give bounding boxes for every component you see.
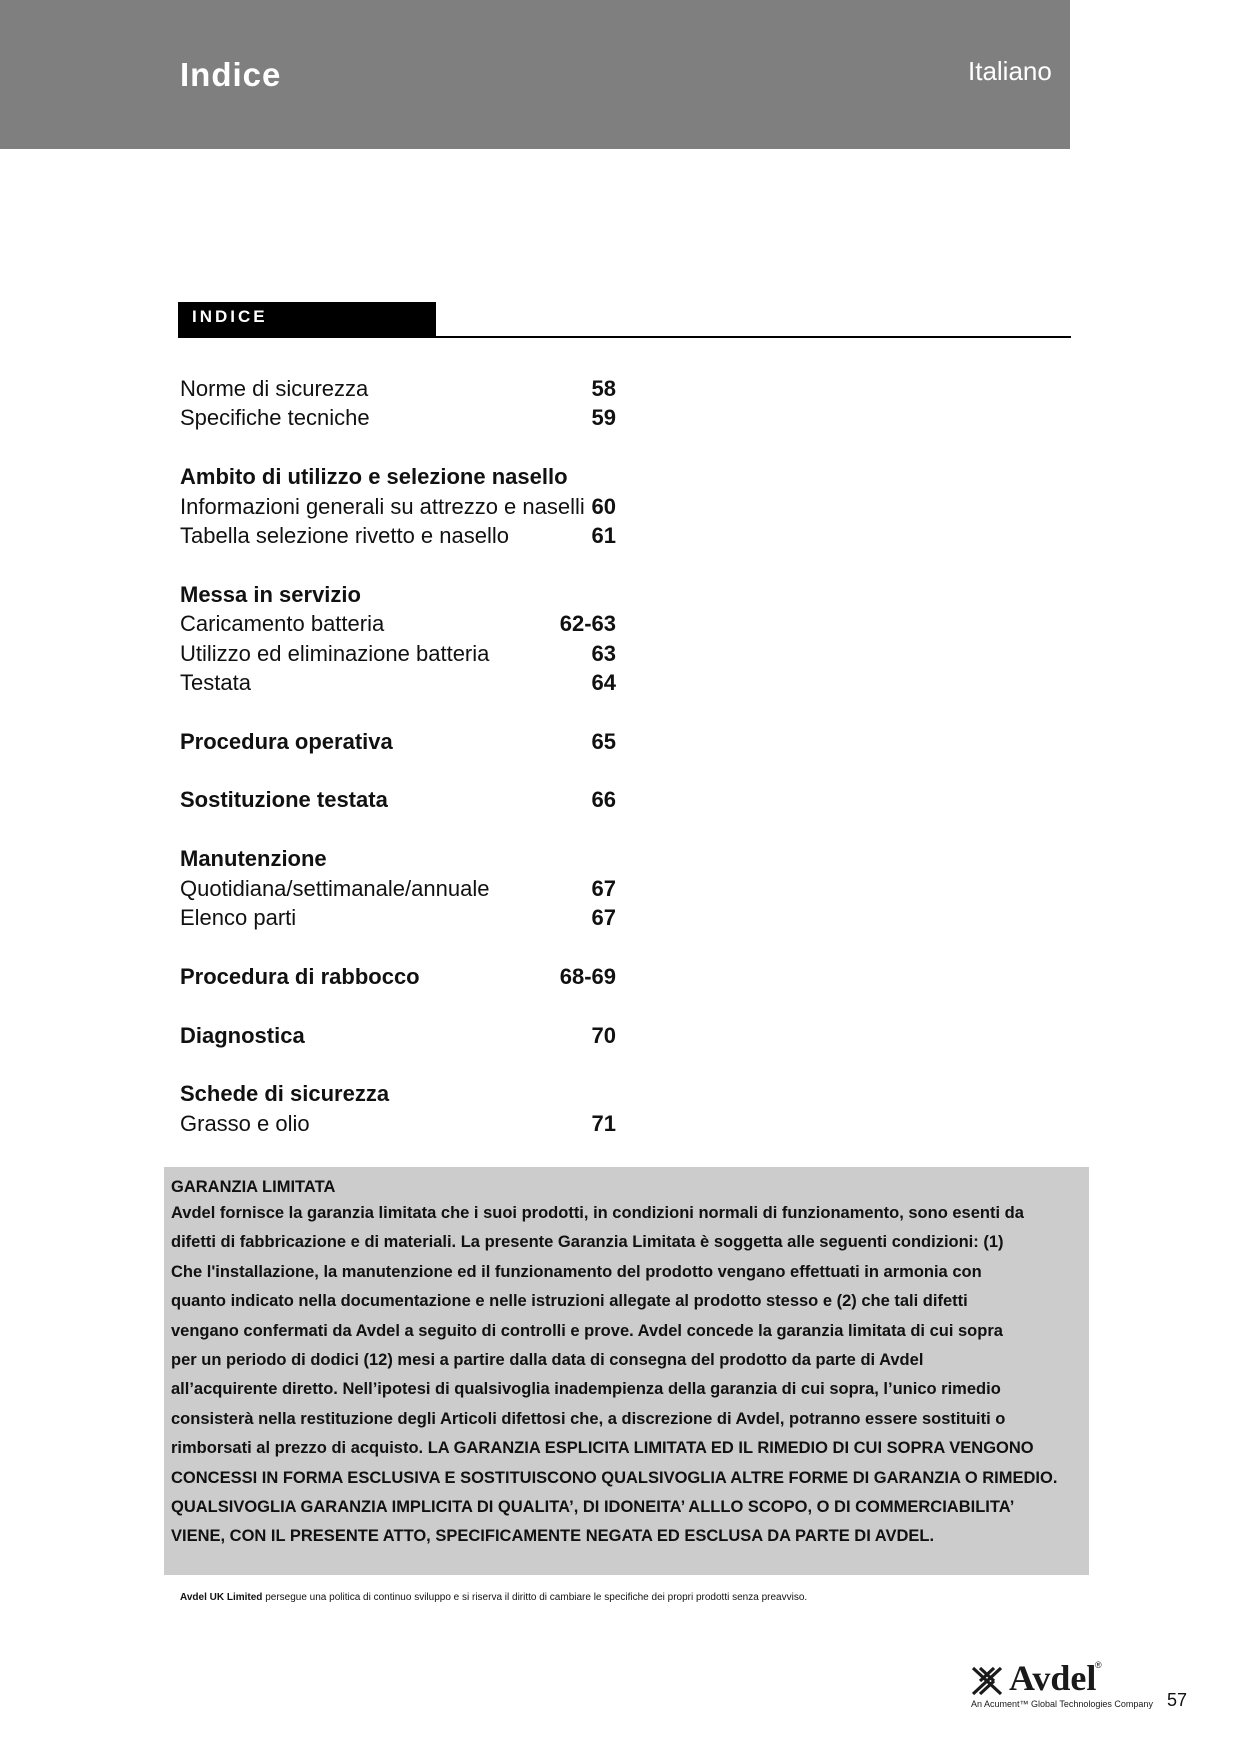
toc-label: Norme di sicurezza (180, 376, 369, 401)
toc-page-number: 71 (591, 1110, 616, 1136)
warranty-box (164, 1167, 1089, 1575)
toc-section-heading (180, 844, 616, 873)
toc-spacer (180, 433, 616, 462)
toc-label: Caricamento batteria (180, 611, 385, 637)
header-band (0, 0, 1070, 149)
toc-label: Ambito di utilizzo e selezione nasello (180, 464, 568, 490)
toc-page-number: 64 (591, 669, 616, 695)
toc-label: Sostituzione testata (180, 787, 388, 813)
toc-page-number: 66 (591, 787, 616, 813)
toc-spacer (180, 1050, 616, 1079)
language-label: Italiano (968, 56, 1052, 86)
toc-section-heading (180, 962, 616, 991)
warranty-line: QUALSIVOGLIA GARANZIA IMPLICITA DI QUALITA’, DI IDONEITA’ ALLLO SCOPO, O DI COMMERCIABILITA’ (171, 1498, 1015, 1517)
toc-page-number: 68-69 (559, 963, 616, 989)
toc-entry (180, 639, 616, 668)
toc-page-number: 61 (591, 522, 616, 548)
toc-entry (180, 903, 616, 932)
toc-section-heading (180, 1021, 616, 1050)
toc-entry (180, 874, 616, 903)
section-tab: INDICE (178, 302, 436, 338)
toc-spacer (180, 756, 616, 785)
toc-label: Diagnostica (180, 1022, 305, 1048)
toc-section-heading (180, 1079, 616, 1108)
warranty-line: difetti di fabbricazione e di materiali. La presente Garanzia Limitata è soggetta alle seguenti condizioni: (1) (171, 1233, 1004, 1252)
toc-page-number: 60 (591, 493, 616, 519)
toc-label: Schede di sicurezza (180, 1081, 390, 1107)
toc-spacer (180, 550, 616, 579)
toc-spacer (180, 932, 616, 961)
warranty-line: per un periodo di dodici (12) mesi a partire dalla data di consegna del prodotto da parte di Avdel (171, 1351, 924, 1370)
toc-page-number: 58 (591, 376, 616, 401)
toc-entry (180, 668, 616, 697)
toc-label: Messa in servizio (180, 581, 361, 607)
toc-label: Utilizzo ed eliminazione batteria (180, 640, 490, 666)
toc-section-heading (180, 727, 616, 756)
avdel-logo-mark-icon (971, 1666, 1003, 1696)
toc-page-number: 67 (591, 875, 616, 901)
warranty-line: Avdel fornisce la garanzia limitata che i suoi prodotti, in condizioni normali di funzionamento, sono esenti da (171, 1204, 1024, 1222)
toc-entry (180, 1109, 616, 1138)
toc-entry (180, 492, 616, 521)
warranty-text (171, 1199, 1081, 1552)
warranty-line: vengano confermati da Avdel a seguito di controlli e prove. Avdel concede la garanzia limitata di cui sopra (171, 1321, 1003, 1340)
toc-section-heading (180, 785, 616, 814)
page-title: Indice (180, 56, 282, 93)
logo-name: Avdel (1009, 1658, 1097, 1698)
toc-entry (180, 374, 616, 403)
toc-spacer (180, 991, 616, 1020)
toc-label: Procedura di rabbocco (180, 963, 420, 989)
section-divider (178, 336, 1071, 338)
warranty-line: Che l'installazione, la manutenzione ed il funzionamento del prodotto vengano effettuati in armonia con (171, 1262, 982, 1281)
toc-page-number: 65 (591, 728, 616, 754)
warranty-line: VIENE, CON IL PRESENTE ATTO, SPECIFICAMENTE NEGATA ED ESCLUSA DA PARTE DI AVDEL. (171, 1527, 935, 1546)
toc-page-number: 67 (591, 905, 616, 931)
warranty-line: all’acquirente diretto. Nell’ipotesi di qualsivoglia inadempienza della garanzia di cui sopra, l’unico rimedio (171, 1380, 1001, 1399)
logo-registered-mark: ® (1095, 1660, 1102, 1670)
toc-entry (180, 521, 616, 550)
toc-entry (180, 403, 616, 432)
toc-label: Tabella selezione rivetto e nasello (180, 522, 509, 548)
page-number: 57 (1167, 1690, 1188, 1710)
toc-section-heading (180, 462, 616, 491)
footnote-text: persegue una politica di continuo sviluppo e si riserva il diritto di cambiare le specifiche dei propri prodotti senza preavviso. (262, 1592, 808, 1603)
footnote (180, 1592, 807, 1603)
toc-page-number: 70 (591, 1022, 616, 1048)
toc-label: Manutenzione (180, 846, 327, 872)
toc-entry (180, 609, 616, 638)
toc-label: Grasso e olio (180, 1110, 310, 1136)
warranty-line: quanto indicato nella documentazione e nelle istruzioni allegate al prodotto stesso e (2) che tali difetti (171, 1292, 968, 1311)
warranty-line: rimborsati al prezzo di acquisto. LA GARANZIA ESPLICITA LIMITATA ED IL RIMEDIO DI CUI SOPRA VENGONO (171, 1439, 1034, 1458)
toc-section-heading (180, 580, 616, 609)
toc-label: Specifiche tecniche (180, 405, 370, 431)
toc-label: Elenco parti (180, 905, 297, 931)
toc-label: Testata (180, 669, 251, 695)
warranty-line: CONCESSI IN FORMA ESCLUSIVA E SOSTITUISCONO QUALSIVOGLIA ALTRE FORME DI GARANZIA O RIMEDIO. (171, 1468, 1058, 1487)
toc-label: Procedura operativa (180, 728, 393, 754)
toc-spacer (180, 815, 616, 844)
toc-page-number: 59 (591, 405, 616, 431)
toc-label: Quotidiana/settimanale/annuale (180, 875, 490, 901)
footnote-company: Avdel UK Limited (180, 1592, 263, 1603)
table-of-contents (180, 374, 616, 1138)
avdel-logo (971, 1658, 1153, 1714)
toc-page-number: 63 (591, 640, 616, 666)
toc-page-number: 62-63 (559, 611, 616, 637)
toc-spacer (180, 697, 616, 726)
logo-tagline: An Acument™ Global Technologies Company (971, 1699, 1153, 1709)
warranty-title: GARANZIA LIMITATA (171, 1178, 336, 1196)
warranty-line: consisterà nella restituzione degli Articoli difettosi che, a discrezione di Avdel, potranno essere sostituiti o (171, 1409, 1006, 1428)
toc-label: Informazioni generali su attrezzo e naselli (180, 493, 585, 519)
